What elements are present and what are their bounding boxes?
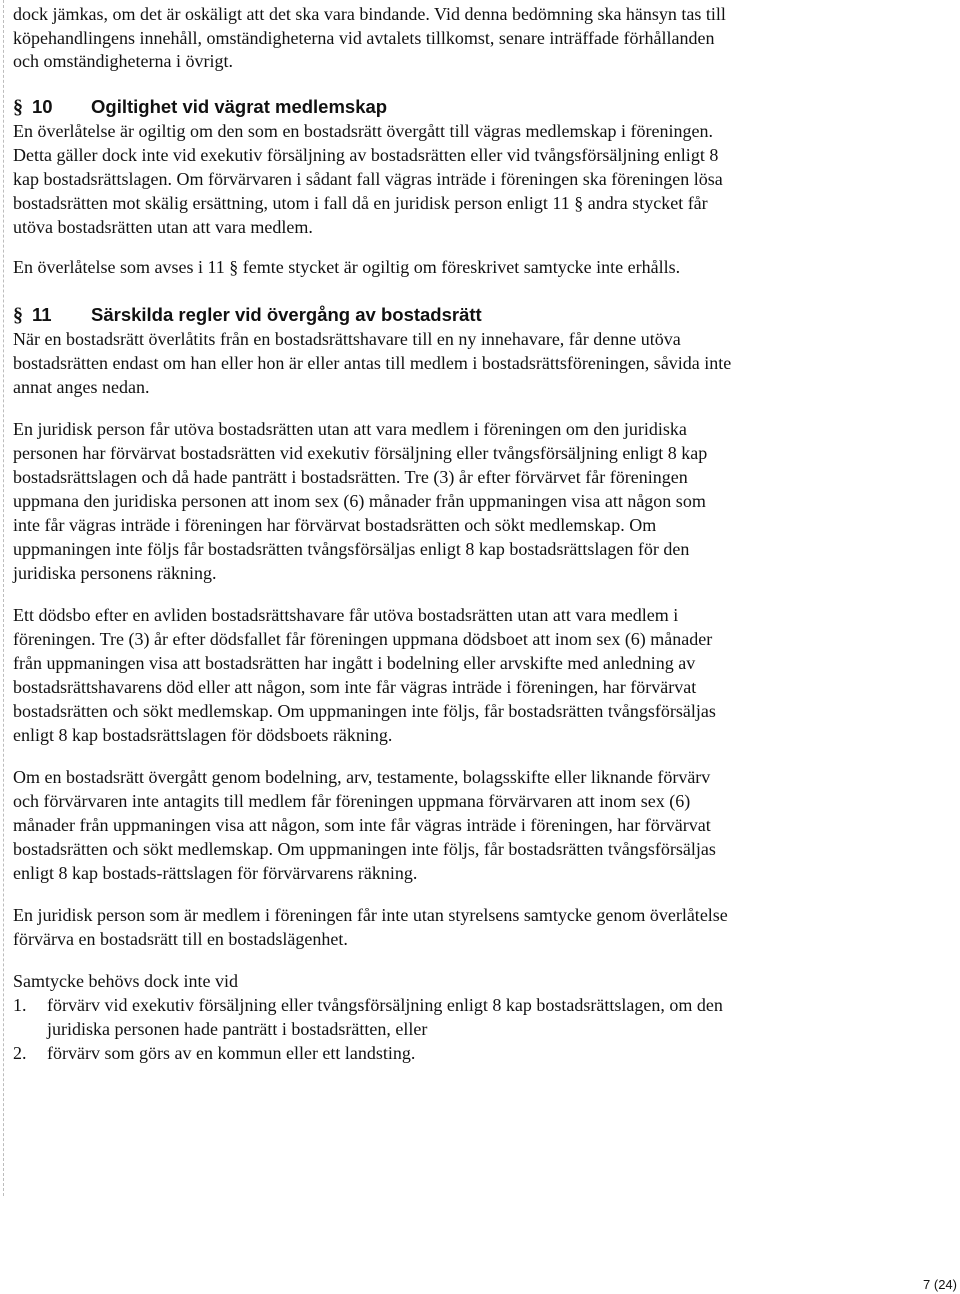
section-10-heading — [13, 95, 733, 119]
list-item-text: förvärv som görs av en kommun eller ett landsting. — [47, 1042, 416, 1063]
section-title: Ogiltighet vid vägrat medlemskap — [91, 95, 388, 117]
exemption-list — [13, 993, 733, 1065]
section-10-paragraph-1: En överlåtelse är ogiltig om den som en bostadsrätt övergått till vägras medlemskap i föreningen. Detta gäller dock inte vid exekutiv försäljning av bostadsrätten eller vid tvångsförsäljning enligt 8 kap bostadsrättslagen. Om förvärvaren i sådant fall vägras inträde i föreningen ska föreningen lösa bostadsrätten mot skälig ersättning, utom i fall då en juridisk person enligt 11 § andra stycket får utöva bostadsrätten utan att vara medlem. — [13, 120, 723, 237]
section-11-paragraph-2: En juridisk person får utöva bostadsrätten utan att vara medlem i föreningen om den juridiska personen har förvärvat bostadsrätten vid exekutiv försäljning eller tvångsförsäljning enligt 8 kap bostadsrättslagen och då hade panträtt i bostadsrätten. Tre (3) år efter förvärvet får föreningen uppmana den juridiska personen att inom sex (6) månader från uppmaningen visa att någon som inte får vägras inträde i föreningen har förvärvat bostadsrätten och sökt medlemskap. Om uppmaningen inte följs får bostadsrätten tvångsförsäljas enligt 8 kap bostadsrättslagen för den juridiska personens räkning. — [13, 418, 708, 583]
list-item-number: 1. — [13, 994, 27, 1015]
list-intro: Samtycke behövs dock inte vid — [13, 970, 238, 991]
list-item-text: förvärv vid exekutiv försäljning eller tvångsförsäljning enligt 8 kap bostadsrättslagen, om den juridiska personen hade panträtt i bostadsrätten, eller — [47, 994, 723, 1039]
list-item-number: 2. — [13, 1042, 27, 1063]
section-number: 11 — [32, 303, 52, 325]
section-sign: § — [13, 95, 23, 118]
section-number: 10 — [32, 95, 53, 117]
intro-paragraph: dock jämkas, om det är oskäligt att det ska vara bindande. Vid denna bedömning ska hänsyn tas till köpehandlingens innehåll, omständigheterna vid avtalets tillkomst, senare inträffade förhållanden och omständigheterna i övrigt. — [13, 4, 726, 71]
section-11-paragraph-1: När en bostadsrätt överlåtits från en bostadsrättshavare till en ny innehavare, får denne utöva bostadsrätten endast om han eller hon är eller antas till medlem i bostadsrättsföreningen, såvida inte annat anges nedan. — [13, 328, 732, 397]
list-item — [13, 993, 733, 1041]
section-title: Särskilda regler vid övergång av bostadsrätt — [91, 303, 482, 325]
section-11-paragraph-5: En juridisk person som är medlem i föreningen får inte utan styrelsens samtycke genom överlåtelse förvärva en bostadsrätt till en bostadslägenhet. — [13, 904, 728, 949]
document-page — [13, 0, 733, 1065]
section-sign: § — [13, 303, 23, 326]
section-11-paragraph-4: Om en bostadsrätt övergått genom bodelning, arv, testamente, bolagsskifte eller liknande förvärv och förvärvaren inte antagits till medlem får föreningen uppmana förvärvaren att inom sex (6) månader från uppmaningen visa att någon, som inte får vägras inträde i föreningen, har förvärvat bostadsrätten och sökt medlemskap. Om uppmaningen inte följs, får bostadsrätten tvångsförsäljas enligt 8 kap bostads-rättslagen för förvärvarens räkning. — [13, 766, 716, 883]
section-11-heading — [13, 303, 733, 327]
section-10-paragraph-2: En överlåtelse som avses i 11 § femte stycket är ogiltig om föreskrivet samtycke inte erhålls. — [13, 256, 681, 277]
section-11-paragraph-3: Ett dödsbo efter en avliden bostadsrättshavare får utöva bostadsrätten utan att vara medlem i föreningen. Tre (3) år efter dödsfallet får föreningen uppmana dödsboet att inom sex (6) månader från uppmaningen visa att bostadsrätten har ingått i bodelning eller arvskifte med anledning av bostadsrättshavarens död eller att någon, som inte får vägras inträde i föreningen, har förvärvat bostadsrätten och sökt medlemskap. Om uppmaningen inte följs, får bostadsrätten tvångsförsäljas enligt 8 kap bostadsrättslagen för dödsboets räkning. — [13, 604, 716, 745]
margin-dashed-line — [3, 0, 4, 1196]
list-item — [13, 1041, 733, 1065]
page-number: 7 (24) — [923, 1277, 957, 1292]
